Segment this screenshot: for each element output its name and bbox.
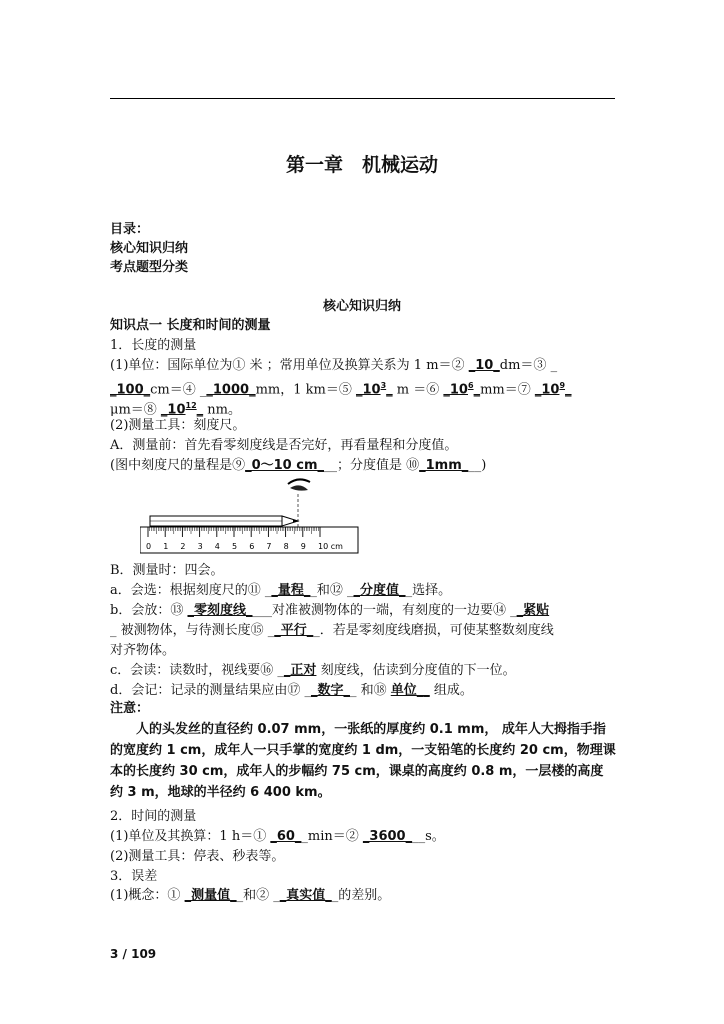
place-line-1: b．会放：⑬ _零刻度线____对准被测物体的一端，有刻度的一边要⑭ __紧贴	[110, 603, 550, 618]
ruler-tick-label: 9	[300, 542, 306, 551]
knowledge-point-1: 知识点一 长度和时间的测量	[110, 318, 271, 333]
figure-caption-line: (图中刻度尺的量程是⑨_0～10 cm___；分度值是 ⑩_1mm___)	[110, 458, 487, 473]
tool-line: (2)测量工具：刻度尺。	[110, 418, 246, 433]
ruler-tick-label: 2	[180, 542, 186, 551]
chapter-title: 第一章 机械运动	[285, 154, 438, 176]
ruler-tick-label: 6	[249, 542, 255, 551]
place-line-2: _ 被测物体，与待测长度⑮ __平行__．若是零刻度线磨损，可使某整数刻度线	[110, 623, 554, 638]
unit-line-2: _100_cm＝④ __1000_mm，1 km＝⑤ $\_10^3\_$ m ＝⑥ $\_10^6\_mm=⑦$ $\_10^9\_$	[110, 381, 572, 398]
place-line-3: 对齐物体。	[110, 643, 176, 658]
ruler-tick-label: 7	[266, 542, 272, 551]
ruler-tick-label: 4	[214, 542, 220, 551]
ruler-tick-label: 0	[146, 542, 152, 551]
length-heading: 1．长度的测量	[110, 338, 197, 353]
before-measure-line: A．测量前：首先看零刻度线是否完好，再看量程和分度值。	[110, 438, 458, 453]
ruler-tick-label: 8	[283, 542, 289, 551]
note-heading: 注意：	[110, 701, 150, 716]
during-heading: B．测量时：四会。	[110, 563, 224, 578]
ruler-figure	[140, 474, 360, 558]
toc-item-core[interactable]: 核心知识归纳	[110, 241, 189, 256]
eye-icon	[288, 479, 310, 490]
time-tool-line: (2)测量工具：停表、秒表等。	[110, 849, 285, 864]
section-heading: 核心知识归纳	[322, 299, 401, 314]
ruler-tick-label: 3	[197, 542, 203, 551]
unit-line-1: (1)单位：国际单位为① 米 ；常用单位及换算关系为 1 m＝② _10_dm＝③ _	[110, 358, 558, 373]
note-paragraph: 人的头发丝的直径约 0.07 mm，一张纸的厚度约 0.1 mm， 成年人大拇指手指的宽度约 1 cm，成年人一只手掌的宽度约 1 dm，一支铅笔的长度约 20 cm，物理课本的长度约 30 cm，成年人的步幅约 75 cm，课桌的高度约 0.8 m，一层楼的高度约 3 m，地球的半径约 6 400 km。	[110, 722, 616, 800]
header-rule	[110, 98, 615, 99]
read-line: c．会读：读数时，视线要⑯ __正对 刻度线，估读到分度值的下一位。	[110, 663, 516, 678]
toc-heading: 目录：	[110, 222, 150, 237]
toc-item-types[interactable]: 考点题型分类	[110, 260, 189, 275]
choose-line: a．会选：根据刻度尺的⑪ __量程__和⑫ __分度值__选择。	[110, 583, 452, 598]
error-heading: 3．误差	[110, 869, 158, 884]
record-line: d．会记：记录的测量结果应由⑰ __数字__ 和⑱ 单位__ 组成。	[110, 683, 473, 698]
time-unit-line: (1)单位及其换算：1 h＝① _60__min＝② _3600___s。	[110, 829, 445, 844]
ruler-tick-label: 10 cm	[318, 542, 343, 551]
pencil	[150, 516, 298, 526]
ruler-tick-label: 5	[232, 542, 238, 551]
page-number: 3 / 109	[110, 947, 157, 961]
ruler-tick-label: 1	[163, 542, 169, 551]
error-concept-line: (1)概念：① _测量值__和② __真实值__的差别。	[110, 888, 391, 903]
unit-line-3: μm＝⑧ $\_10^{12}\_$ nm。	[110, 401, 241, 418]
time-heading: 2．时间的测量	[110, 809, 197, 824]
